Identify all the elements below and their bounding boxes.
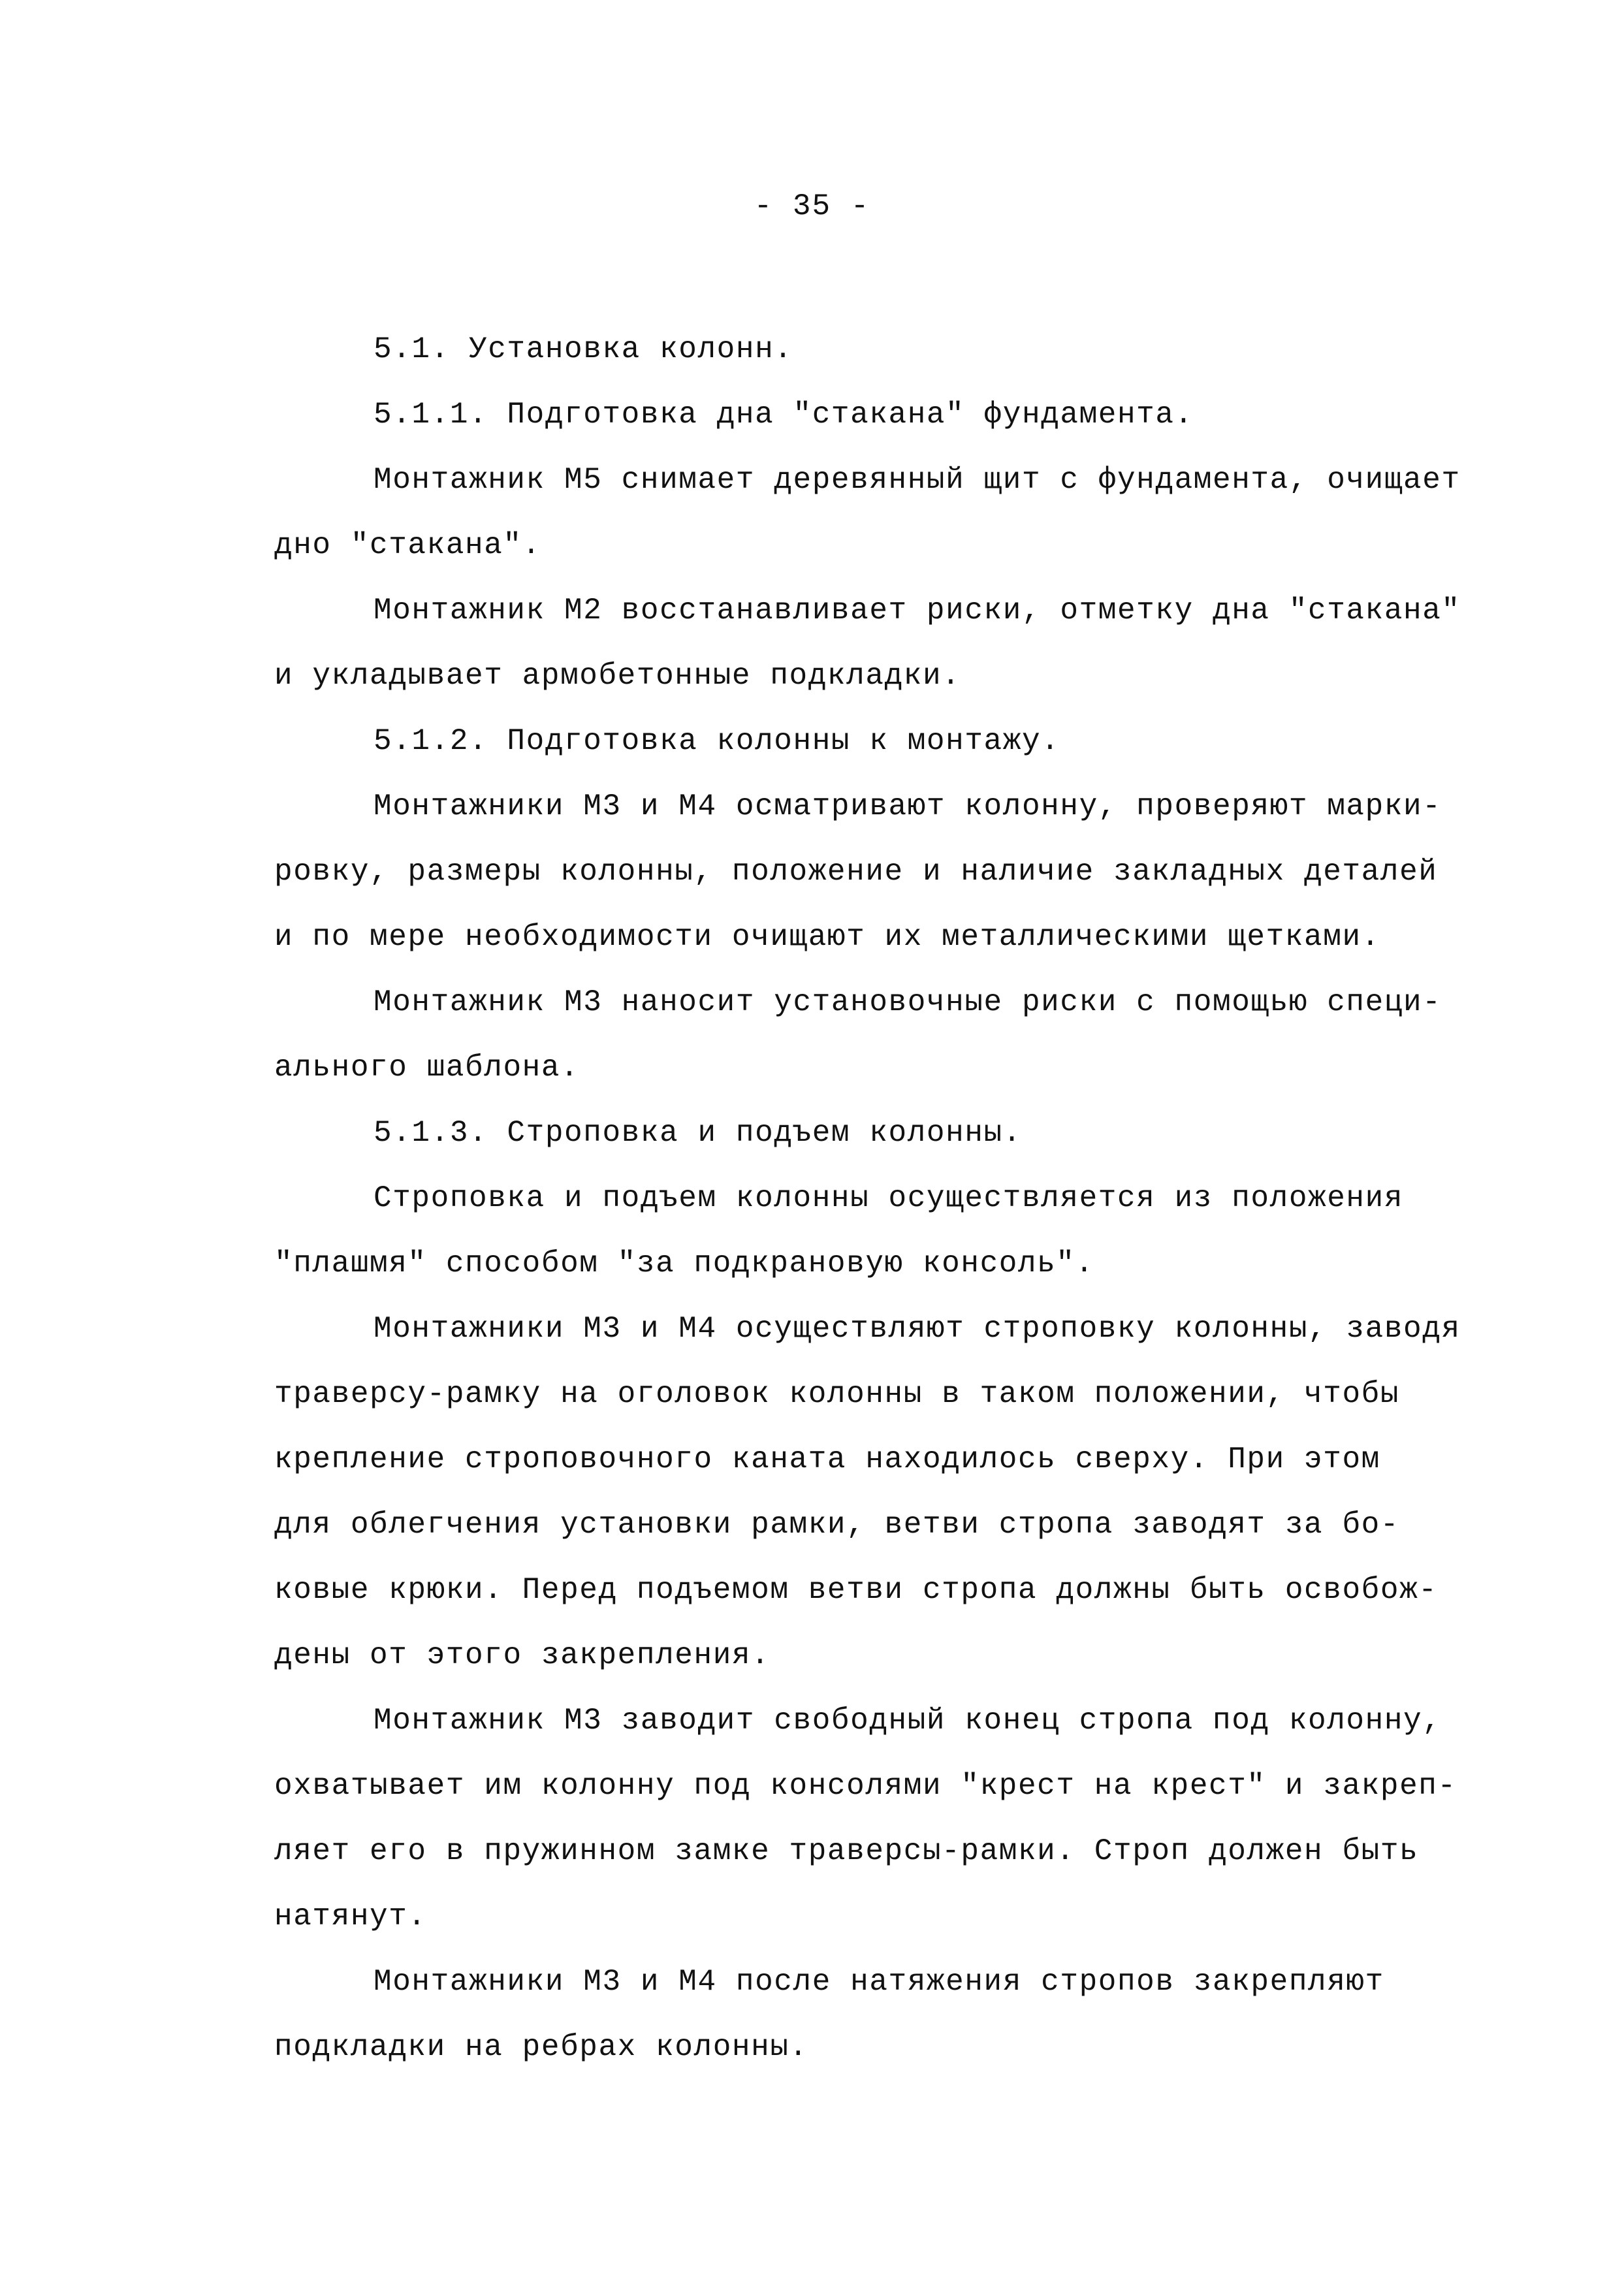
text-line: натянут. <box>274 1900 427 1934</box>
text-line: Монтажники М3 и М4 осуществляют строповку колонны, заводя <box>374 1312 1461 1346</box>
text-line: и укладывает армобетонные подкладки. <box>274 659 961 693</box>
text-line: и по мере необходимости очищают их металлическими щетками. <box>274 920 1380 954</box>
page-number: - 35 - <box>754 189 870 223</box>
text-line: дно "стакана". <box>274 528 541 562</box>
text-line: Строповка и подъем колонны осуществляется из положения <box>374 1181 1404 1215</box>
text-line: ального шаблона. <box>274 1051 580 1085</box>
text-line: Монтажники М3 и М4 после натяжения стропов закрепляют <box>374 1965 1384 1999</box>
text-line: траверсу-рамку на оголовок колонны в таком положении, чтобы <box>274 1377 1400 1411</box>
text-line: охватывает им колонну под консолями "крест на крест" и закреп- <box>274 1769 1457 1803</box>
text-line: 5.1.3. Строповка и подъем колонны. <box>374 1116 1022 1150</box>
text-line: Монтажники М3 и М4 осматривают колонну, проверяют марки- <box>374 789 1442 823</box>
text-line: для облегчения установки рамки, ветви стропа заводят за бо- <box>274 1508 1400 1542</box>
text-line: крепление строповочного каната находилось сверху. При этом <box>274 1442 1380 1476</box>
text-line: ковые крюки. Перед подъемом ветви стропа должны быть освобож- <box>274 1573 1438 1607</box>
text-line: дены от этого закрепления. <box>274 1638 771 1672</box>
text-line: Монтажник М2 восстанавливает риски, отметку дна "стакана" <box>374 594 1461 628</box>
text-line: 5.1. Установка колонн. <box>374 332 793 366</box>
text-line: Монтажник М3 наносит установочные риски с помощью специ- <box>374 985 1442 1019</box>
text-line: "плашмя" способом "за подкрановую консоль". <box>274 1247 1094 1281</box>
text-line: ровку, размеры колонны, положение и наличие закладных деталей <box>274 855 1438 889</box>
text-line: ляет его в пружинном замке траверсы-рамки. Строп должен быть <box>274 1834 1419 1868</box>
text-line: Монтажник М5 снимает деревянный щит с фундамента, очищает <box>374 463 1461 497</box>
text-line: 5.1.2. Подготовка колонны к монтажу. <box>374 724 1060 758</box>
text-line: Монтажник М3 заводит свободный конец стропа под колонну, <box>374 1704 1442 1738</box>
text-line: 5.1.1. Подготовка дна "стакана" фундамента. <box>374 398 1194 432</box>
text-line: подкладки на ребрах колонны. <box>274 2030 808 2064</box>
